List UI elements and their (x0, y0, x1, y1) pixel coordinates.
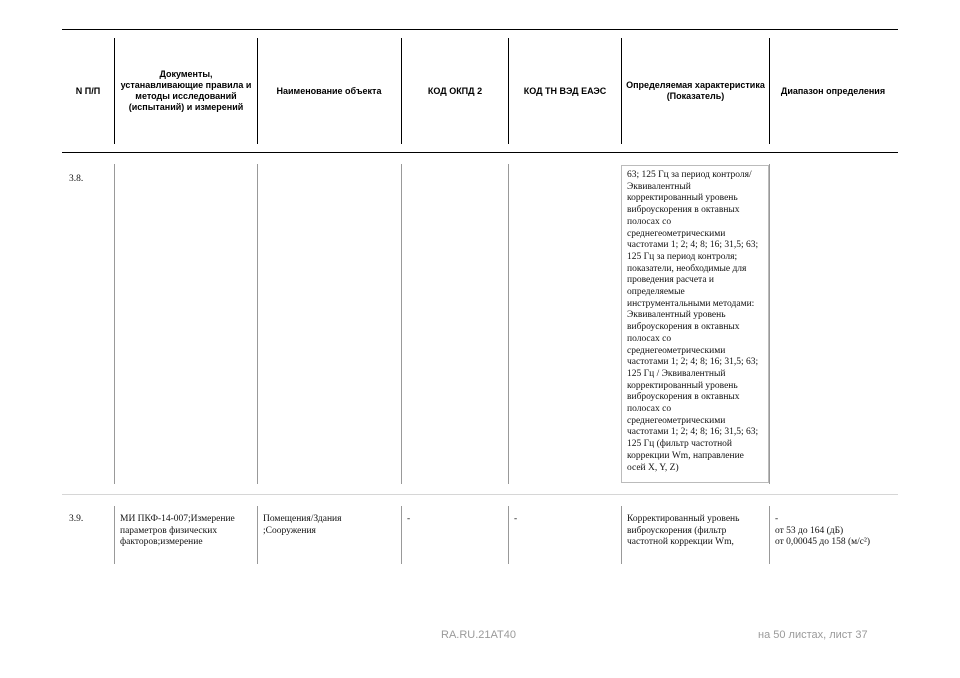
footer-code: RA.RU.21AT40 (441, 629, 516, 641)
row-3-9-okpd: - (407, 514, 411, 524)
row-3-9-num: 3.9. (69, 514, 84, 524)
header-tnved: КОД ТН ВЭД ЕАЭС (523, 85, 607, 96)
row-3-9-document: МИ ПКФ-14-007;Измерение параметров физических факторов;измерение (120, 514, 235, 548)
row-separator (62, 494, 898, 495)
row-divider (401, 506, 402, 564)
header-okpd: КОД ОКПД 2 (427, 85, 483, 96)
row-3-9-characteristic: Корректированный уровень виброускорения (фильтр частотной коррекции Wm, (627, 514, 740, 548)
header-divider (114, 38, 115, 144)
row-divider (257, 164, 258, 484)
header-top-rule (62, 29, 898, 30)
row-divider (114, 506, 115, 564)
row-divider (401, 164, 402, 484)
header-divider (257, 38, 258, 144)
header-divider (401, 38, 402, 144)
header-divider (508, 38, 509, 144)
range-ms2: от 0,00045 до 158 (м/с²) (775, 537, 871, 548)
range-db: от 53 до 164 (дБ) (775, 525, 844, 536)
row-divider (769, 164, 770, 484)
row-3-9-range (775, 514, 897, 549)
header-object: Наименование объекта (276, 85, 382, 96)
row-divider (769, 506, 770, 564)
header-characteristic: Определяемая характеристика (Показатель) (626, 80, 765, 101)
range-dash: - (775, 514, 779, 524)
header-num: N П/П (75, 85, 101, 96)
row-divider (257, 506, 258, 564)
header-range: Диапазон определения (780, 85, 886, 96)
row-divider (114, 164, 115, 484)
row-divider (621, 506, 622, 564)
row-3-8-num: 3.8. (69, 174, 84, 184)
header-divider (769, 38, 770, 144)
row-3-9-tnved: - (514, 514, 518, 524)
row-divider (508, 506, 509, 564)
header-documents: Документы, устанавливающие правила и методы исследований (испытаний) и измерений (120, 69, 252, 112)
row-divider (508, 164, 509, 484)
header-divider (621, 38, 622, 144)
header-bottom-rule (62, 152, 898, 153)
row-3-8-characteristic: 63; 125 Гц за период контроля/ Эквивалентный корректированный уровень виброускорения в октавных полосах со среднегеометрическими частотами 1; 2; 4; 8; 16; 31,5; 63; 125 Гц за период контроля; показатели, необходимые для проведения расчета и определяемые инструментальными методами: Эквивалентный уровень виброускорения в октавных полосах со среднегеометрическими частотами 1; 2; 4; 8; 16; 31,5; 63; 125 Гц / Эквивалентный корректированный уровень виброускорения в октавных полосах со среднегеометрическими частотами 1; 2; 4; 8; 16; 31,5; 63; 125 Гц (фильтр частотной коррекции Wm, направление осей X, Y, Z) (621, 165, 769, 483)
row-3-9-object: Помещения/Здания ;Сооружения (263, 514, 342, 536)
footer-pages: на 50 листах, лист 37 (758, 629, 868, 641)
